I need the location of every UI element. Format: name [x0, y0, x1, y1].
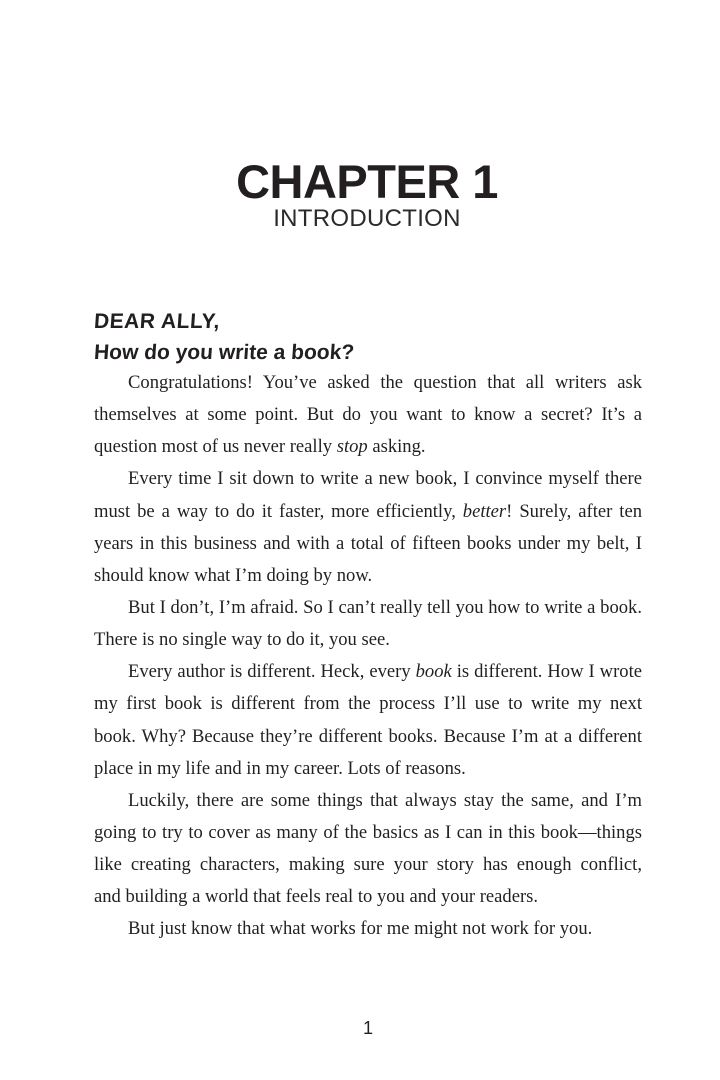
paragraph [94, 913, 642, 945]
body-text [94, 367, 642, 946]
text-segment: Luckily, there are some things that always stay the same, and I’m [128, 789, 642, 811]
text-line [94, 463, 642, 495]
text-segment: should know what I’m doing by now. [94, 564, 373, 586]
chapter-title: CHAPTER 1 [236, 155, 498, 208]
text-segment: Every author is different. Heck, every [128, 661, 416, 683]
letter-salutation: DEAR ALLY, [93, 310, 221, 333]
text-segment: asking. [367, 436, 426, 458]
text-line [94, 624, 642, 656]
page-number: 1 [362, 1018, 373, 1038]
text-line [94, 367, 642, 399]
text-line [94, 721, 642, 753]
text-segment: ! Surely, after ten [506, 500, 642, 522]
text-segment: and building a world that feels real to you and your readers. [94, 886, 539, 908]
text-segment: my first book is different from the process I’ll use to write my next [94, 693, 642, 715]
text-line [94, 881, 642, 913]
text-line [94, 753, 642, 785]
text-line [94, 592, 642, 624]
text-segment: Congratulations! You’ve asked the question that all writers ask [128, 372, 642, 393]
text-line [94, 560, 642, 592]
letter-question: How do you write a book? [93, 341, 356, 364]
text-segment: themselves at some point. But do you want to know a secret? It’s a [94, 404, 642, 426]
text-segment: But just know that what works for me might not work for you. [128, 918, 593, 940]
text-segment: There is no single way to do it, you see. [94, 629, 390, 651]
text-line [94, 656, 642, 688]
text-line [94, 849, 642, 881]
text-line [94, 817, 642, 849]
text-segment: like creating characters, making sure your story has enough conflict, [94, 854, 642, 876]
paragraph [94, 463, 642, 592]
text-line [94, 913, 642, 945]
paragraph [94, 785, 642, 914]
text-segment: book. Why? Because they’re different books. Because I’m at a different [94, 725, 642, 747]
emphasis-text: better [462, 500, 507, 522]
paragraph [94, 656, 642, 785]
paragraph [94, 592, 642, 656]
emphasis-text: stop [336, 436, 368, 458]
text-segment: But I don’t, I’m afraid. So I can’t really tell you how to write a book. [128, 596, 642, 618]
text-line [94, 431, 642, 463]
emphasis-text: book [415, 661, 452, 683]
paragraph [94, 367, 642, 463]
text-line [94, 399, 642, 431]
text-line [94, 528, 642, 560]
text-segment: place in my life and in my career. Lots of reasons. [94, 757, 466, 779]
text-segment: must be a way to do it faster, more efficiently, [94, 500, 463, 522]
text-segment: years in this business and with a total of fifteen books under my belt, I [94, 532, 642, 554]
text-segment: Every time I sit down to write a new book, I convince myself there [128, 468, 642, 490]
text-segment: question most of us never really [94, 436, 337, 458]
text-segment: is different. How I wrote [451, 661, 642, 683]
text-segment: going to try to cover as many of the basics as I can in this book—things [94, 821, 642, 843]
text-line [94, 785, 642, 817]
text-line [94, 496, 642, 528]
chapter-subtitle: INTRODUCTION [273, 205, 461, 232]
text-line [94, 688, 642, 720]
